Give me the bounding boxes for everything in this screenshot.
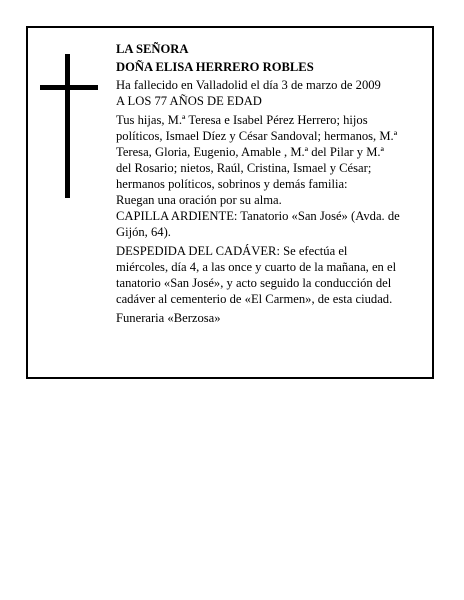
obituary-notice <box>26 26 434 379</box>
farewell-line: miércoles, día 4, a las once y cuarto de la mañana, en el <box>116 260 397 274</box>
family-line: Teresa, Gloria, Eugenio, Amable , M.ª del Pilar y M.ª <box>116 145 385 159</box>
family-line: del Rosario; nietos, Raúl, Cristina, Ismael y César; <box>116 161 372 175</box>
farewell-line: cadáver al cementerio de «El Carmen», de esta ciudad. <box>116 292 393 306</box>
farewell-line: DESPEDIDA DEL CADÁVER: Se efectúa el <box>116 244 348 258</box>
notice-title: LA SEÑORA <box>116 42 189 56</box>
notice-text-block <box>116 41 432 326</box>
cross-horizontal-bar <box>40 85 98 90</box>
family-line: Tus hijas, M.ª Teresa e Isabel Pérez Herrero; hijos <box>116 113 368 127</box>
deceased-name: DOÑA ELISA HERRERO ROBLES <box>116 60 314 74</box>
death-line: Ha fallecido en Valladolid el día 3 de marzo de 2009 <box>116 78 381 92</box>
cross-icon <box>40 54 98 198</box>
family-line: políticos, Ismael Díez y César Sandoval; hermanos, M.ª <box>116 129 398 143</box>
farewell-line: tanatorio «San José», y acto seguido la conducción del <box>116 276 392 290</box>
chapel-line: CAPILLA ARDIENTE: Tanatorio «San José» (Avda. de <box>116 209 400 223</box>
family-line: hermanos políticos, sobrinos y demás familia: <box>116 177 348 191</box>
age-line: A LOS 77 AÑOS DE EDAD <box>116 94 262 108</box>
funeral-home: Funeraria «Berzosa» <box>116 311 221 325</box>
cross-vertical-bar <box>65 54 70 198</box>
chapel-line: Gijón, 64). <box>116 225 171 239</box>
prayer-line: Ruegan una oración por su alma. <box>116 193 282 207</box>
